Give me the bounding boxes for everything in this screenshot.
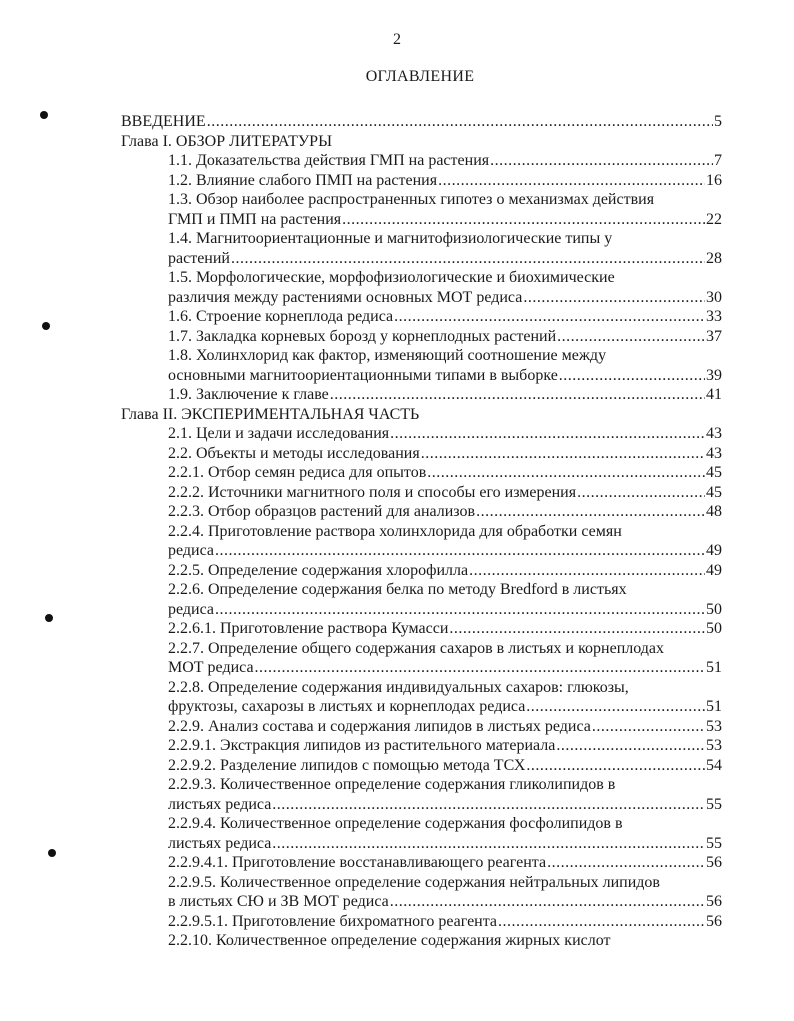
toc-entry-text: 1.2. Влияние слабого ПМП на растения [168, 171, 438, 189]
toc-entry-text: 2.1. Цели и задачи исследования [168, 425, 390, 442]
toc-entry-line [121, 132, 722, 152]
toc-entry-page: 56 [706, 912, 722, 930]
toc-entry-page: 39 [706, 366, 722, 384]
toc-entry-line [168, 307, 722, 327]
toc-entry-text: 1.3. Обзор наиболее распространенных гипотез о механизмах действия [168, 191, 655, 208]
toc-entry-page: 53 [706, 737, 722, 754]
toc-entry-page: 54 [706, 756, 722, 774]
toc-entry-text: Глава I. ОБЗОР ЛИТЕРАТУРЫ [121, 132, 333, 150]
toc-entry-line [168, 873, 722, 893]
toc-leader-dots [449, 619, 705, 639]
toc-entry [121, 112, 722, 132]
toc-entry-text: редиса [168, 542, 214, 559]
toc-entry-text: 1.5. Морфологические, морфофизиологические и биохимические [168, 269, 615, 286]
toc-entry-line [168, 795, 722, 815]
toc-entry-line [121, 112, 722, 132]
toc-entry-text: в листьях СЮ и ЗВ МОТ редиса [168, 893, 389, 910]
toc-entry-line [121, 405, 722, 425]
toc-leader-dots [207, 112, 713, 132]
toc-leader-dots [556, 736, 705, 756]
toc-entry-text: 2.2.6.1. Приготовление раствора Кумасси [168, 620, 449, 637]
toc-entry-page: 16 [706, 171, 722, 189]
toc-entry [168, 522, 722, 561]
toc-leader-dots [547, 853, 705, 873]
toc-entry-text: листьях редиса [168, 795, 272, 813]
toc-entry-text: 2.2.3. Отбор образцов растений для анализов [168, 503, 476, 520]
toc-leader-dots [526, 756, 705, 776]
toc-entry [168, 463, 722, 483]
toc-entry-text: 1.9. Заключение к главе [168, 386, 329, 403]
toc-entry-line [168, 483, 722, 503]
toc-entry [168, 756, 722, 776]
page-number: 2 [393, 31, 401, 48]
toc-entry [168, 931, 722, 951]
toc-entry-line [168, 678, 722, 698]
toc-leader-dots [490, 151, 713, 171]
toc-entry-line [168, 522, 722, 542]
toc-entry-page: 28 [706, 249, 722, 267]
toc-entry-text: редиса [168, 600, 214, 618]
toc-entry [168, 268, 722, 307]
toc-entry-line [168, 853, 722, 873]
toc-entry-line [168, 288, 722, 308]
toc-leader-dots [498, 912, 705, 932]
toc-entry [121, 405, 722, 425]
toc-entry-text: ВВЕДЕНИЕ [121, 113, 206, 130]
toc-entry [168, 853, 722, 873]
toc-entry [168, 483, 722, 503]
toc-leader-dots [421, 444, 705, 464]
toc-entry-line [168, 814, 722, 834]
toc-entry-page: 56 [706, 893, 722, 910]
toc-leader-dots [559, 366, 705, 386]
toc-entry [168, 346, 722, 385]
toc-entry-line [168, 697, 722, 717]
toc-entry-line [168, 541, 722, 561]
toc-leader-dots [469, 561, 705, 581]
toc-leader-dots [526, 697, 705, 717]
toc-entry [168, 912, 722, 932]
toc-entry [168, 814, 722, 853]
table-of-contents [0, 112, 794, 951]
toc-entry-text: 1.7. Закладка корневых борозд у корнеплодных растений [168, 327, 557, 345]
toc-entry [168, 678, 722, 717]
toc-entry-text: 2.2.1. Отбор семян редиса для опытов [168, 464, 427, 481]
toc-entry-line [168, 385, 722, 405]
toc-leader-dots [272, 795, 705, 815]
toc-entry-page: 51 [706, 659, 722, 676]
toc-entry-page: 30 [706, 288, 722, 306]
toc-entry-page: 48 [706, 503, 722, 520]
toc-entry-line [168, 171, 722, 191]
toc-entry-text: 2.2.9.5.1. Приготовление бихроматного реагента [168, 912, 498, 930]
toc-entry-text: Глава II. ЭКСПЕРИМЕНТАЛЬНАЯ ЧАСТЬ [121, 405, 420, 423]
toc-entry-page: 49 [706, 561, 722, 579]
toc-entry-page: 45 [706, 483, 722, 501]
toc-entry-line [168, 463, 722, 483]
toc-entry-text: 2.2.4. Приготовление раствора холинхлорида для обработки семян [168, 522, 622, 540]
toc-leader-dots [592, 717, 705, 737]
toc-entry [168, 307, 722, 327]
toc-entry [168, 717, 722, 737]
toc-entry [168, 639, 722, 678]
toc-entry-line [168, 658, 722, 678]
toc-leader-dots [255, 658, 705, 678]
toc-leader-dots [330, 385, 705, 405]
toc-entry-text: 2.2.9.4. Количественное определение содержания фосфолипидов в [168, 815, 623, 832]
toc-entry-text: листьях редиса [168, 834, 272, 852]
toc-entry-line [168, 229, 722, 249]
toc-entry-page: 37 [706, 327, 722, 345]
toc-entry-text: ГМП и ПМП на растения [168, 210, 342, 228]
toc-entry-line [168, 424, 722, 444]
toc-leader-dots [438, 171, 705, 191]
toc-entry [168, 561, 722, 581]
toc-entry-line [168, 346, 722, 366]
toc-entry-text: 2.2.10. Количественное определение содержания жирных кислот [168, 932, 611, 949]
toc-entry-text: 1.1. Доказательства действия ГМП на растения [168, 152, 490, 169]
toc-entry-page: 43 [706, 444, 722, 462]
toc-entry-line [168, 366, 722, 386]
toc-entry-line [168, 249, 722, 269]
toc-entry-page: 43 [706, 425, 722, 442]
toc-entry-text: 2.2.9. Анализ состава и содержания липидов в листьях редиса [168, 717, 591, 735]
toc-title: ОГЛАВЛЕНИЕ [365, 68, 475, 85]
toc-entry-text: растений [168, 249, 230, 267]
toc-entry-line [168, 600, 722, 620]
toc-leader-dots [342, 210, 705, 230]
toc-entry-page: 22 [706, 210, 722, 228]
toc-leader-dots [577, 483, 705, 503]
toc-entry-line [168, 639, 722, 659]
toc-entry-text: 2.2.7. Определение общего содержания сахаров в листьях и корнеплодах [168, 639, 665, 657]
toc-leader-dots [215, 600, 705, 620]
toc-entry [121, 132, 722, 152]
toc-entry-line [168, 756, 722, 776]
toc-entry-text: 1.4. Магнитоориентационные и магнитофизиологические типы у [168, 230, 613, 247]
toc-entry-line [168, 561, 722, 581]
toc-entry-text: 2.2.8. Определение содержания индивидуальных сахаров: глюкозы, [168, 678, 629, 696]
toc-entry-line [168, 444, 722, 464]
toc-entry-text: 2.2.9.4.1. Приготовление восстанавливающего реагента [168, 854, 547, 871]
toc-entry-page: 50 [706, 620, 722, 637]
toc-entry-line [168, 190, 722, 210]
toc-entry-page: 5 [714, 113, 722, 130]
toc-entry [168, 229, 722, 268]
toc-entry-line [168, 931, 722, 951]
toc-entry-text: фруктозы, сахарозы в листьях и корнеплодах редиса [168, 698, 526, 715]
toc-entry [168, 424, 722, 444]
toc-leader-dots [476, 502, 705, 522]
toc-entry-line [168, 717, 722, 737]
toc-entry-line [168, 775, 722, 795]
toc-entry [168, 190, 722, 229]
toc-entry-line [168, 210, 722, 230]
toc-entry-page: 55 [706, 795, 722, 813]
toc-entry-line [168, 580, 722, 600]
toc-entry-text: 2.2.9.2. Разделение липидов с помощью метода ТСХ [168, 756, 526, 774]
toc-entry-text: МОТ редиса [168, 659, 254, 676]
toc-entry-text: 2.2.9.3. Количественное определение содержания гликолипидов в [168, 776, 616, 793]
toc-entry-line [168, 834, 722, 854]
toc-entry [168, 151, 722, 171]
toc-leader-dots [390, 892, 705, 912]
toc-leader-dots [427, 463, 705, 483]
toc-leader-dots [390, 424, 705, 444]
toc-entry-page: 7 [714, 152, 722, 169]
toc-entry-text: 2.2.5. Определение содержания хлорофилла [168, 561, 469, 579]
toc-entry-line [168, 892, 722, 912]
toc-entry-text: различия между растениями основных МОТ редиса [168, 288, 523, 306]
toc-entry [168, 171, 722, 191]
toc-leader-dots [557, 327, 705, 347]
toc-entry [168, 327, 722, 347]
toc-leader-dots [215, 541, 705, 561]
toc-entry [168, 444, 722, 464]
toc-entry-line [168, 502, 722, 522]
toc-entry [168, 385, 722, 405]
toc-entry-text: 1.6. Строение корнеплода редиса [168, 308, 394, 325]
toc-entry [168, 619, 722, 639]
toc-leader-dots [231, 249, 705, 269]
toc-entry [168, 736, 722, 756]
toc-entry-text: 2.2. Объекты и методы исследования [168, 444, 420, 462]
toc-leader-dots [523, 288, 705, 308]
toc-entry-line [168, 268, 722, 288]
toc-entry-line [168, 912, 722, 932]
toc-entry-line [168, 327, 722, 347]
toc-entry-page: 56 [706, 854, 722, 871]
toc-leader-dots [394, 307, 705, 327]
toc-entry-text: 2.2.6. Определение содержания белка по методу Bredford в листьях [168, 581, 627, 598]
toc-entry-page: 55 [706, 834, 722, 852]
toc-entry-text: 2.2.2. Источники магнитного поля и способы его измерения [168, 483, 577, 501]
toc-entry-page: 53 [706, 717, 722, 735]
toc-entry [168, 580, 722, 619]
toc-entry [168, 775, 722, 814]
toc-entry [168, 873, 722, 912]
toc-entry-page: 51 [706, 698, 722, 715]
toc-entry [168, 502, 722, 522]
toc-entry-text: 2.2.9.5. Количественное определение содержания нейтральных липидов [168, 873, 660, 891]
toc-entry-line [168, 151, 722, 171]
toc-entry-page: 45 [706, 464, 722, 481]
toc-entry-text: 2.2.9.1. Экстракция липидов из растительного материала [168, 737, 556, 754]
toc-leader-dots [272, 834, 705, 854]
toc-entry-page: 50 [706, 600, 722, 618]
toc-entry-text: основными магнитоориентационными типами в выборке [168, 366, 558, 384]
toc-entry-page: 49 [706, 542, 722, 559]
toc-entry-text: 1.8. Холинхлорид как фактор, изменяющий соотношение между [168, 347, 607, 364]
toc-entry-line [168, 619, 722, 639]
toc-entry-line [168, 736, 722, 756]
toc-entry-page: 33 [706, 308, 722, 325]
toc-entry-page: 41 [706, 386, 722, 403]
